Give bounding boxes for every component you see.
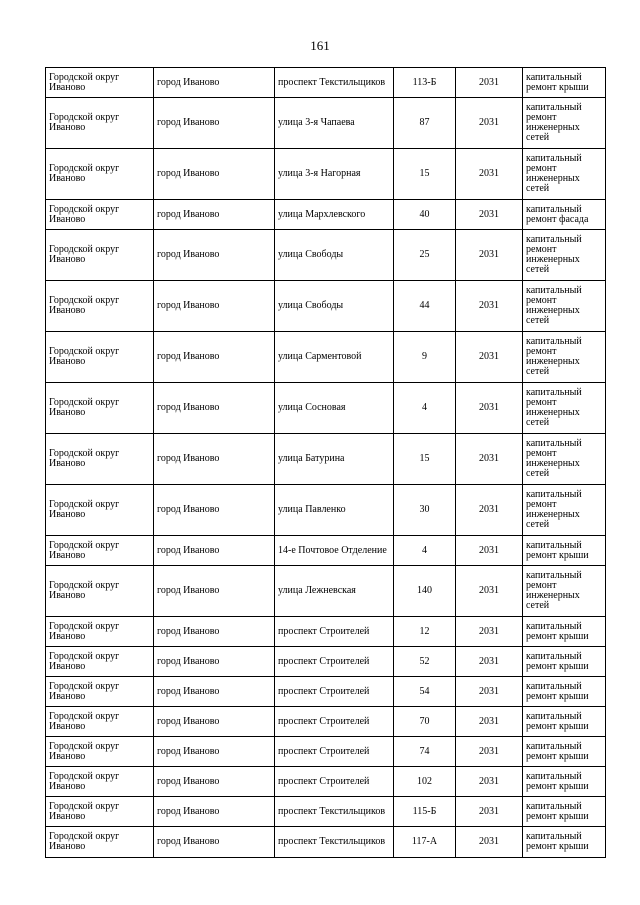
- municipality-cell: Городской округ Иваново: [46, 707, 154, 737]
- locality-cell: город Иваново: [154, 797, 275, 827]
- year-cell: 2031: [456, 485, 523, 536]
- municipality-cell: Городской округ Иваново: [46, 767, 154, 797]
- house-number-cell: 54: [394, 677, 456, 707]
- table-row: [46, 68, 606, 98]
- year-cell: 2031: [456, 536, 523, 566]
- work-type-cell: капитальный ремонт инженерных сетей: [523, 485, 606, 536]
- locality-cell: город Иваново: [154, 617, 275, 647]
- year-cell: 2031: [456, 677, 523, 707]
- table-row: [46, 485, 606, 536]
- work-type-cell: капитальный ремонт крыши: [523, 707, 606, 737]
- house-number-cell: 70: [394, 707, 456, 737]
- table-row: [46, 737, 606, 767]
- year-cell: 2031: [456, 767, 523, 797]
- house-number-cell: 30: [394, 485, 456, 536]
- locality-cell: город Иваново: [154, 485, 275, 536]
- street-cell: улица Свободы: [275, 281, 394, 332]
- house-number-cell: 44: [394, 281, 456, 332]
- work-type-cell: капитальный ремонт крыши: [523, 767, 606, 797]
- house-number-cell: 113-Б: [394, 68, 456, 98]
- work-type-cell: капитальный ремонт инженерных сетей: [523, 230, 606, 281]
- municipality-cell: Городской округ Иваново: [46, 383, 154, 434]
- street-cell: проспект Строителей: [275, 707, 394, 737]
- locality-cell: город Иваново: [154, 566, 275, 617]
- table-row: [46, 332, 606, 383]
- work-type-cell: капитальный ремонт инженерных сетей: [523, 149, 606, 200]
- municipality-cell: Городской округ Иваново: [46, 68, 154, 98]
- house-number-cell: 9: [394, 332, 456, 383]
- table-row: [46, 281, 606, 332]
- locality-cell: город Иваново: [154, 98, 275, 149]
- table-row: [46, 230, 606, 281]
- municipality-cell: Городской округ Иваново: [46, 98, 154, 149]
- work-type-cell: капитальный ремонт крыши: [523, 68, 606, 98]
- municipality-cell: Городской округ Иваново: [46, 281, 154, 332]
- table-row: [46, 383, 606, 434]
- year-cell: 2031: [456, 827, 523, 858]
- table-row: [46, 200, 606, 230]
- table-row: [46, 149, 606, 200]
- street-cell: улица Павленко: [275, 485, 394, 536]
- work-type-cell: капитальный ремонт крыши: [523, 797, 606, 827]
- work-type-cell: капитальный ремонт инженерных сетей: [523, 434, 606, 485]
- municipality-cell: Городской округ Иваново: [46, 149, 154, 200]
- street-cell: проспект Текстильщиков: [275, 68, 394, 98]
- street-cell: улица Свободы: [275, 230, 394, 281]
- street-cell: улица Мархлевского: [275, 200, 394, 230]
- work-type-cell: капитальный ремонт крыши: [523, 647, 606, 677]
- page-number: 161: [310, 38, 330, 53]
- street-cell: улица Батурина: [275, 434, 394, 485]
- street-cell: улица Лежневская: [275, 566, 394, 617]
- table-row: [46, 647, 606, 677]
- year-cell: 2031: [456, 383, 523, 434]
- municipality-cell: Городской округ Иваново: [46, 485, 154, 536]
- municipality-cell: Городской округ Иваново: [46, 827, 154, 858]
- street-cell: улица 3-я Чапаева: [275, 98, 394, 149]
- table-row: [46, 566, 606, 617]
- table-row: [46, 827, 606, 858]
- municipality-cell: Городской округ Иваново: [46, 230, 154, 281]
- street-cell: улица Сарментовой: [275, 332, 394, 383]
- year-cell: 2031: [456, 797, 523, 827]
- year-cell: 2031: [456, 281, 523, 332]
- table-row: [46, 98, 606, 149]
- locality-cell: город Иваново: [154, 434, 275, 485]
- house-number-cell: 87: [394, 98, 456, 149]
- year-cell: 2031: [456, 707, 523, 737]
- locality-cell: город Иваново: [154, 200, 275, 230]
- year-cell: 2031: [456, 434, 523, 485]
- locality-cell: город Иваново: [154, 383, 275, 434]
- year-cell: 2031: [456, 200, 523, 230]
- street-cell: 14-е Почтовое Отделение: [275, 536, 394, 566]
- work-type-cell: капитальный ремонт крыши: [523, 827, 606, 858]
- table-row: [46, 617, 606, 647]
- street-cell: проспект Строителей: [275, 767, 394, 797]
- work-type-cell: капитальный ремонт инженерных сетей: [523, 383, 606, 434]
- year-cell: 2031: [456, 68, 523, 98]
- municipality-cell: Городской округ Иваново: [46, 617, 154, 647]
- municipality-cell: Городской округ Иваново: [46, 434, 154, 485]
- locality-cell: город Иваново: [154, 827, 275, 858]
- house-number-cell: 15: [394, 149, 456, 200]
- table-row: [46, 434, 606, 485]
- work-type-cell: капитальный ремонт крыши: [523, 677, 606, 707]
- locality-cell: город Иваново: [154, 332, 275, 383]
- house-number-cell: 102: [394, 767, 456, 797]
- municipality-cell: Городской округ Иваново: [46, 737, 154, 767]
- work-type-cell: капитальный ремонт фасада: [523, 200, 606, 230]
- repair-schedule-table: [45, 67, 606, 858]
- house-number-cell: 52: [394, 647, 456, 677]
- municipality-cell: Городской округ Иваново: [46, 536, 154, 566]
- locality-cell: город Иваново: [154, 68, 275, 98]
- work-type-cell: капитальный ремонт крыши: [523, 536, 606, 566]
- table-row: [46, 707, 606, 737]
- year-cell: 2031: [456, 149, 523, 200]
- locality-cell: город Иваново: [154, 767, 275, 797]
- locality-cell: город Иваново: [154, 737, 275, 767]
- year-cell: 2031: [456, 737, 523, 767]
- house-number-cell: 25: [394, 230, 456, 281]
- year-cell: 2031: [456, 98, 523, 149]
- work-type-cell: капитальный ремонт инженерных сетей: [523, 98, 606, 149]
- locality-cell: город Иваново: [154, 149, 275, 200]
- year-cell: 2031: [456, 332, 523, 383]
- municipality-cell: Городской округ Иваново: [46, 647, 154, 677]
- street-cell: улица 3-я Нагорная: [275, 149, 394, 200]
- street-cell: проспект Строителей: [275, 677, 394, 707]
- municipality-cell: Городской округ Иваново: [46, 332, 154, 383]
- year-cell: 2031: [456, 566, 523, 617]
- house-number-cell: 115-Б: [394, 797, 456, 827]
- locality-cell: город Иваново: [154, 281, 275, 332]
- year-cell: 2031: [456, 647, 523, 677]
- municipality-cell: Городской округ Иваново: [46, 797, 154, 827]
- street-cell: проспект Строителей: [275, 617, 394, 647]
- work-type-cell: капитальный ремонт крыши: [523, 737, 606, 767]
- house-number-cell: 74: [394, 737, 456, 767]
- locality-cell: город Иваново: [154, 647, 275, 677]
- street-cell: улица Сосновая: [275, 383, 394, 434]
- work-type-cell: капитальный ремонт инженерных сетей: [523, 281, 606, 332]
- street-cell: проспект Текстильщиков: [275, 827, 394, 858]
- locality-cell: город Иваново: [154, 230, 275, 281]
- house-number-cell: 40: [394, 200, 456, 230]
- street-cell: проспект Строителей: [275, 647, 394, 677]
- locality-cell: город Иваново: [154, 536, 275, 566]
- house-number-cell: 117-А: [394, 827, 456, 858]
- table-row: [46, 536, 606, 566]
- house-number-cell: 15: [394, 434, 456, 485]
- street-cell: проспект Строителей: [275, 737, 394, 767]
- municipality-cell: Городской округ Иваново: [46, 566, 154, 617]
- street-cell: проспект Текстильщиков: [275, 797, 394, 827]
- work-type-cell: капитальный ремонт крыши: [523, 617, 606, 647]
- house-number-cell: 12: [394, 617, 456, 647]
- house-number-cell: 140: [394, 566, 456, 617]
- year-cell: 2031: [456, 230, 523, 281]
- work-type-cell: капитальный ремонт инженерных сетей: [523, 332, 606, 383]
- locality-cell: город Иваново: [154, 677, 275, 707]
- locality-cell: город Иваново: [154, 707, 275, 737]
- house-number-cell: 4: [394, 383, 456, 434]
- work-type-cell: капитальный ремонт инженерных сетей: [523, 566, 606, 617]
- municipality-cell: Городской округ Иваново: [46, 200, 154, 230]
- house-number-cell: 4: [394, 536, 456, 566]
- table-row: [46, 767, 606, 797]
- table-row: [46, 677, 606, 707]
- year-cell: 2031: [456, 617, 523, 647]
- municipality-cell: Городской округ Иваново: [46, 677, 154, 707]
- table-row: [46, 797, 606, 827]
